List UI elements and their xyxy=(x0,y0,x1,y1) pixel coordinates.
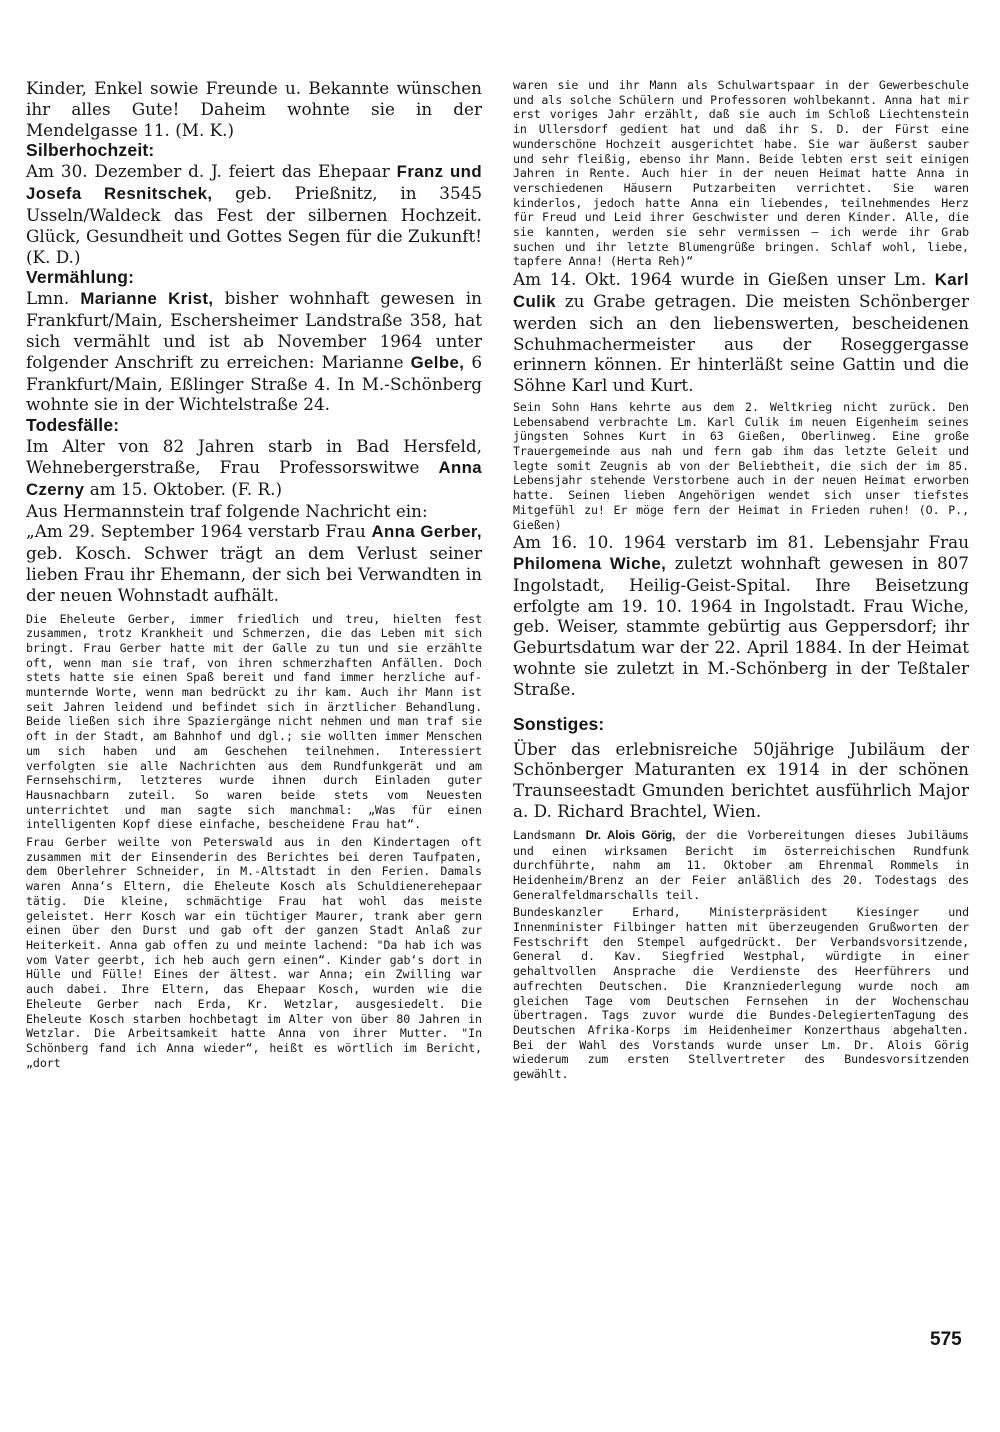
death-notice-gerber: „Am 29. September 1964 verstarb Frau Anna Gerber, geb. Kosch. Schwer trägt an dem Verlust seiner lieben Frau ihr Ehemann, der sich bei Verwandten in der neuen Wohnstadt aufhält. xyxy=(26,521,482,605)
person-name: Dr. Alois Görig, xyxy=(585,828,676,842)
gerber-story-part-2: Frau Gerber weilte von Peterswald aus in den Kindertagen oft zusammen mit der Einsenderin des Berichtes bei deren Taufpaten, dem Oberlehrer Schneider, in M.-Altstadt in den Ferien. Damals waren Anna‘s Eltern, die Eheleute Kosch als Schuldienerehepaar tätig. Die kleine, schmächtige Frau hat wohl das meiste geleistet. Herr Kosch war ein tüchtiger Maurer, trank aber gern einen über den Durst und gab oft der ganzen Stadt Anlaß zur Heiterkeit. Anna gab offen zu und meinte lachend: "Da hab ich was vom Vater geerbt, ich heb auch gern einen“. Kinder gab‘s dort in Hülle und Fülle! Eines der ältest. war Anna; ein Zwilling war auch dabei. Ihre Eltern, das Ehepaar Kosch, wurden wie die Eheleute Gerber nach Erda, Kr. Wetzlar, ausgesiedelt. Die Eheleute Kosch starben hochbetagt im Alter von über 80 Jahren in Wetzlar. Die Arbeitsamkeit hatte Anna von ihrer Mutter. "In Schönberg fand ich Anna wieder“, heißt es wörtlich im Bericht, „dort xyxy=(26,835,482,1070)
page-number: 575 xyxy=(930,1329,962,1350)
death-notice-wiche: Am 16. 10. 1964 verstarb im 81. Lebensjahr Frau Philomena Wiche, zuletzt wohnhaft gewesen in 807 Ingolstadt, Heilig-Geist-Spital. Ihre Beisetzung erfolgte am 19. 10. 1964 in Ingolstadt. Frau Wiche, geb. Weiser, stammte gebürtig aus Geppersdorf; ihr Geburtsdatum war der 22. April 1884. In der Heimat wohnte sie zuletzt in M.-Schönberg in der Teßtaler Straße. xyxy=(513,532,969,699)
silver-wedding-paragraph: Am 30. Dezember d. J. feiert das Ehepaar Franz und Josefa Resnitschek, geb. Prießnitz, in 3545 Usseln/Waldeck das Fest der silbernen Hochzeit. Glück, Gesundheit und Gottes Segen für die Zukunft! (K. D.) xyxy=(26,161,483,267)
jubilee-paragraph: Über das erlebnisreiche 50jährige Jubiläum der Schönberger Maturanten ex 1914 in der schönen Traunseestadt Gmunden berichtet ausführlich Major a. D. Richard Brachtel, Wien. xyxy=(513,738,969,822)
person-name: Karl Culik xyxy=(513,270,969,311)
message-intro: Aus Hermannstein traf folgende Nachricht ein: xyxy=(26,500,428,521)
person-name: Franz und Josefa Resnitschek, xyxy=(26,162,482,204)
death-notice-culik: Am 14. Okt. 1964 wurde in Gießen unser Lm. Karl Culik zu Grabe getragen. Die meisten Schönberger werden sich an den liebenswerten, bescheidenen Schuhmachermeister aus der Roseggergasse erinnern können. Er hinterläßt seine Gattin und die Söhne Karl und Kurt. xyxy=(513,269,969,396)
right-column xyxy=(513,78,969,1082)
goerig-paragraph: Landsmann Dr. Alois Görig, der die Vorbereitungen dieses Jubiläums und einen wirksamen Bericht im österreichischen Rundfunk durchführte, nahm am 11. Oktober am Ehrenmal Rommels in Heidenheim/Brenz an der Feier anläßlich des 20. Todestags des Generalfeldmarschalls teil. xyxy=(513,827,969,902)
person-name: Marianne Krist, xyxy=(80,289,214,309)
heading-vermaehlung: Vermählung: xyxy=(26,267,135,288)
gerber-story-part-3: waren sie und ihr Mann als Schulwartspaar in der Gewerbeschule und als solche Schülern und Professoren wohlbekannt. Anna hat mir erst voriges Jahr erzählt, daß sie auch im Schloß Liechtenstein in Ullersdorf gedient hat und daß ihr S. D. der Fürst eine wunderschöne Hochzeit ausgerichtet habe. Sie war äußerst sauber und sehr fleißig, ebenso ihr Mann. Beide lebten erst seit einigen Jahren in Rente. Auch hier in der neuen Heimat hatte Anna in verschiedenen Häusern Putzarbeiten verrichtet. Sie waren kinderlos, jedoch hatte Anna ein liebendes, teilnehmendes Herz für Freud und Leid ihrer Geschwister und deren Kinder. Alle, die sie kannten, werden sie sehr vermissen — ich werde ihr Grab suchen und ihr letzte Blumengrüße bringen. Schlaf wohl, liebe, tapfere Anna! (Herta Reh)“ xyxy=(513,78,969,269)
heading-sonstiges: Sonstiges: xyxy=(513,713,605,734)
birthday-closing-paragraph: Kinder, Enkel sowie Freunde u. Bekannte wünschen ihr alles Gute! Daheim wohnte sie in der Mendelgasse 11. (M. K.) xyxy=(26,78,482,140)
heading-silberhochzeit: Silberhochzeit: xyxy=(26,140,155,161)
person-name: Philomena Wiche, xyxy=(513,554,667,574)
death-notice-czerny: Im Alter von 82 Jahren starb in Bad Hersfeld, Wehnebergerstraße, Frau Professorswitwe Anna Czerny am 15. Oktober. (F. R.) xyxy=(26,436,482,499)
person-name: Gelbe, xyxy=(410,352,465,372)
person-name: Anna Czerny xyxy=(26,457,482,499)
ceremony-paragraph: Bundeskanzler Erhard, Ministerpräsident Kiesinger und Innenminister Filbinger hatten mit überzeugenden Grußworten der Festschrift den Stempel aufgedrückt. Der Verbandsvorsitzende, General d. Kav. Siegfried Westphal, würdigte in einer gehaltvollen Ansprache die Verdienste des Heerführers und aufrechten Deutschen. Die Kranzniederlegung wurde noch am gleichen Tage vom Deutschen Fernsehen in der Wochenschau übertragen. Tags zuvor wurde die Bundes-DelegiertenTagung des Deutschen Afrika-Korps im Heidenheimer Konzerthaus abgehalten. Bei der Wahl des Vorstands wurde unser Lm. Dr. Alois Görig wiederum zum ersten Stellvertreter des Bundesvorsitzenden gewählt. xyxy=(513,905,969,1082)
left-column xyxy=(26,78,482,1070)
gerber-story-part-1: Die Eheleute Gerber, immer friedlich und treu, hielten fest zusammen, trotz Krankheit und Schmerzen, die das Leben mit sich bringt. Frau Gerber hatte mit der Galle zu tun und sie erzählte oft, wenn man sie traf, von ihren schmerzhaften Anfällen. Doch stets hatte sie einen Spaß bereit und fand immer herzliche aufmunternde Worte, wenn man bedrückt zu ihr kam. Auch ihr Mann ist seit Jahren leidend und befindet sich in ärztlicher Behandlung. Beide ließen sich ihre Spaziergänge nicht nehmen und man traf sie oft in der Stadt, am Bahnhof und dgl.; sie wollten immer Menschen um sich haben und am Geschehen teilnehmen. Interessiert verfolgten sie alle Nachrichten aus dem Rundfunkgerät und am Fernsehschirm, letzteres wurde ihnen durch Einladen guter Hausnachbarn zuteil. So waren beide stets vom Neuesten unterrichtet und man sagte sich manchmal: „Was für einen intelligenten Kopf diese einfache, bescheidene Frau hat“. xyxy=(26,611,482,832)
heading-todesfaelle: Todesfälle: xyxy=(26,415,120,436)
culik-story: Sein Sohn Hans kehrte aus dem 2. Weltkrieg nicht zurück. Den Lebensabend verbrachte Lm. Karl Culik im neuen Eigenheim seines jüngsten Sohnes Kurt in 63 Gießen, Oberlinweg. Eine große Trauergemeinde aus nah und fern gab ihm das letzte Geleit und legte somit Zeugnis ab von der Beliebtheit, die sich der im 85. Lebensjahr stehende Verstorbene auch in der neuen Heimat erworben hatte. Seinen lieben Angehörigen wendet sich unser tiefstes Mitgefühl zu! Er möge fern der Heimat in Frieden ruhen! (O. P., Gießen) xyxy=(513,399,969,532)
person-name: Anna Gerber, xyxy=(371,522,482,542)
wedding-paragraph: Lmn. Marianne Krist, bisher wohnhaft gewesen in Frankfurt/Main, Eschersheimer Landstraße 358, hat sich vermählt und ist ab November 1964 unter folgender Anschrift zu erreichen: Marianne Gelbe, 6 Frankfurt/Main, Eßlinger Straße 4. In M.-Schönberg wohnte sie in der Wichtelstraße 24. xyxy=(26,288,482,415)
